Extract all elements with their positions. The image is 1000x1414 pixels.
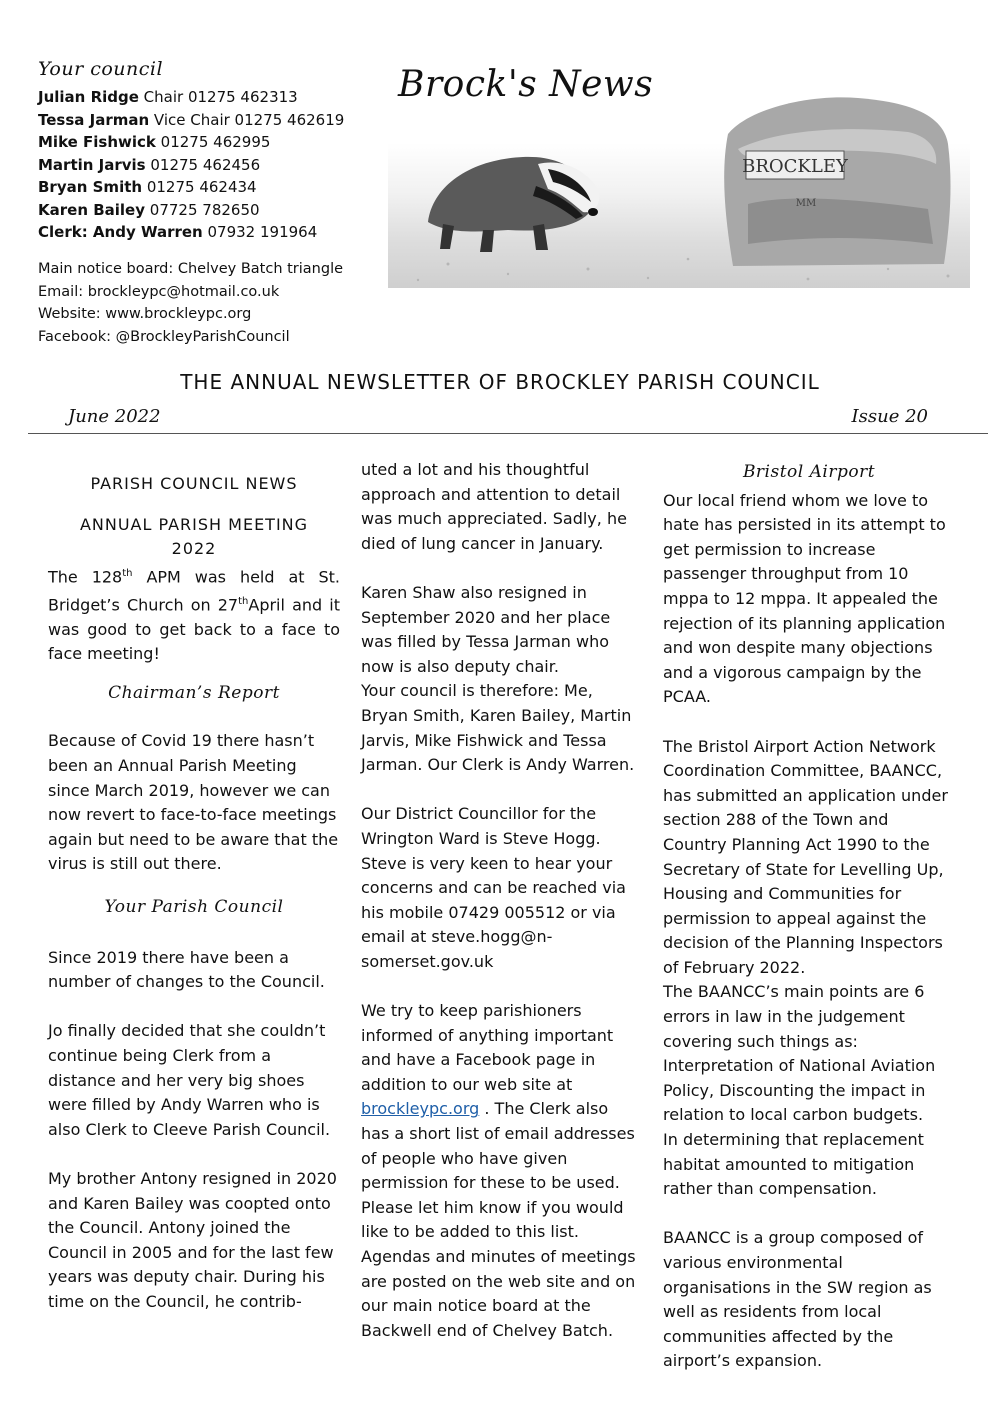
member-detail: 01275 462456 [145,155,261,174]
clerk-paragraph: Jo finally decided that she couldn’t continue being Clerk from a distance and her very big shoes were filled by Andy Warren who is also Clerk to Cleeve Parish Council. [48,1021,331,1139]
notice-board-line: Main notice board: Chelvey Batch triangle [38,261,344,277]
council-members-paragraph: Your council is therefore: Me, Bryan Smith, Karen Bailey, Martin Jarvis, Mike Fishwick and Tessa Jarman. Our Clerk is Andy Warren. [361,681,635,775]
communications-text-a: We try to keep parishioners informed of anything important and have a Facebook page in addition to our web site at [361,1001,614,1094]
communications-text-b: . The Clerk also has a short list of email addresses of people who have given permission for these to be used. Please let him know if you would like to be added to this list. Agendas and minutes of meetings are posted on the web site and on our main notice board at the Backwell end of Chelvey Batch. [361,1099,636,1340]
email-line[interactable]: Email: brockleypc@hotmail.co.uk [38,283,280,300]
brockley-stone-icon [724,97,950,266]
member-name: Bryan Smith [38,178,143,196]
section-heading-apm: ANNUAL PARISH MEETING [79,514,309,534]
badger-and-stone-illustration [388,54,970,288]
facebook-line[interactable]: Facebook: @BrockleyParishCouncil [38,328,290,345]
member-detail: 07932 191964 [202,223,318,241]
contact-details [38,258,343,348]
column-2 [361,458,641,1343]
baancc-point-aviation-policy: Interpretation of National Aviation Policy, Discounting the impact in relation to local carbon budgets. [663,1056,936,1125]
baancc-points-paragraph: The BAANCC’s main points are 6 errors in law in the judgement covering such things as: [663,982,925,1051]
member-name: Mike Fishwick [38,133,156,151]
member-detail: 01275 462995 [155,133,271,151]
bristol-airport-heading: Bristol Airport [742,462,876,482]
chairmans-report-heading: Chairman’s Report [108,682,280,703]
apm-text-a: The 128 [48,567,123,587]
district-councillor-paragraph: Our District Councillor for the Wrington Ward is Steve Hogg. Steve is very keen to hear your concerns and can be reached via his mobile 07429 005512 or via email at steve.hogg@n-somerset.gov.uk [361,804,626,971]
member-detail: Vice Chair 01275 462619 [149,110,345,129]
column-3 [663,458,955,1374]
newsletter-headline: THE ANNUAL NEWSLETTER OF BROCKLEY PARISH COUNCIL [180,370,820,394]
issue-date: June 2022 [68,406,161,427]
chairmans-report-text: Because of Covid 19 there hasn’t been an Annual Parish Meeting since March 2019, however we can now revert to face-to-face meetings again but need to be aware that the virus is still out there. [48,731,339,874]
baancc-application-paragraph: The Bristol Airport Action Network Coordination Committee, BAANCC, has submitted an application under section 288 of the Town and Country Planning Act 1990 to the Secretary of State for Levelling Up, Housing and Communities for permission to appeal against the decision of the Planning Inspectors of February 2022. [663,736,948,977]
member-name: Julian Ridge [38,88,139,106]
apm-paragraph [48,562,340,667]
council-heading: Your council [38,58,164,80]
member-name: Karen Bailey [38,200,146,219]
changes-paragraph: Since 2019 there have been a number of changes to the Council. [48,947,325,992]
council-member [38,109,368,132]
council-member [38,154,368,177]
masthead-image [388,54,970,288]
header-divider [28,433,988,434]
member-name: Martin Jarvis [38,155,146,174]
issue-number: Issue 20 [851,406,928,427]
karen-shaw-paragraph: Karen Shaw also resigned in September 2020 and her place was filled by Tessa Jarman who now is also deputy chair. [361,582,611,676]
council-contact-block [38,58,368,244]
council-member [38,199,368,222]
section-heading-apm-year: 2022 [171,539,217,559]
website-line[interactable]: Website: www.brockleypc.org [38,306,252,322]
member-name: Tessa Jarman [38,110,150,129]
communications-paragraph [361,999,641,1343]
antony-paragraph: My brother Antony resigned in 2020 and Karen Bailey was coopted onto the Council. Antony joined the Council in 2005 and for the last few years was deputy chair. During his time on the Council, he contrib- [48,1168,337,1311]
website-link[interactable]: brockleypc.org [361,1099,480,1119]
antony-continued-paragraph: uted a lot and his thoughtful approach and attention to detail was much appreciated. Sadly, he died of lung cancer in January. [361,460,627,553]
council-member [38,131,368,154]
stone-sub-inscription: MM [795,198,817,209]
apm-text-b: APM was held at St. Bridget’s Church on 27 [48,567,340,615]
apm-sup-2: th [238,595,249,607]
council-member [38,221,368,244]
baancc-description-paragraph: BAANCC is a group composed of various environmental organisations in the SW region as well as residents from local communities affected by the airport’s expansion. [663,1228,932,1371]
council-member [38,86,368,109]
member-detail: 01275 462434 [142,178,257,196]
apm-sup-1: th [122,567,133,579]
member-name: Clerk: Andy Warren [38,223,203,241]
member-detail: 07725 782650 [145,200,260,219]
masthead-title: Brock's News [398,64,654,105]
council-member [38,176,368,199]
baancc-point-habitat: In determining that replacement habitat amounted to mitigation rather than compensation. [663,1130,924,1199]
badger-icon [428,157,599,252]
your-parish-council-heading: Your Parish Council [104,896,284,917]
section-heading-parish-news: PARISH COUNCIL NEWS [90,474,298,493]
airport-intro-paragraph: Our local friend whom we love to hate has persisted in its attempt to get permission to increase passenger throughput from 10 mppa to 12 mppa. It appealed the rejection of its planning application and won despite many objections and a vigorous campaign by the PCAA. [663,490,946,707]
column-1 [48,458,340,1314]
member-detail: Chair 01275 462313 [138,88,298,106]
stone-inscription: BROCKLEY [742,156,848,177]
apm-text-c: April and it was good to get back to a face to face meeting! [48,595,340,664]
